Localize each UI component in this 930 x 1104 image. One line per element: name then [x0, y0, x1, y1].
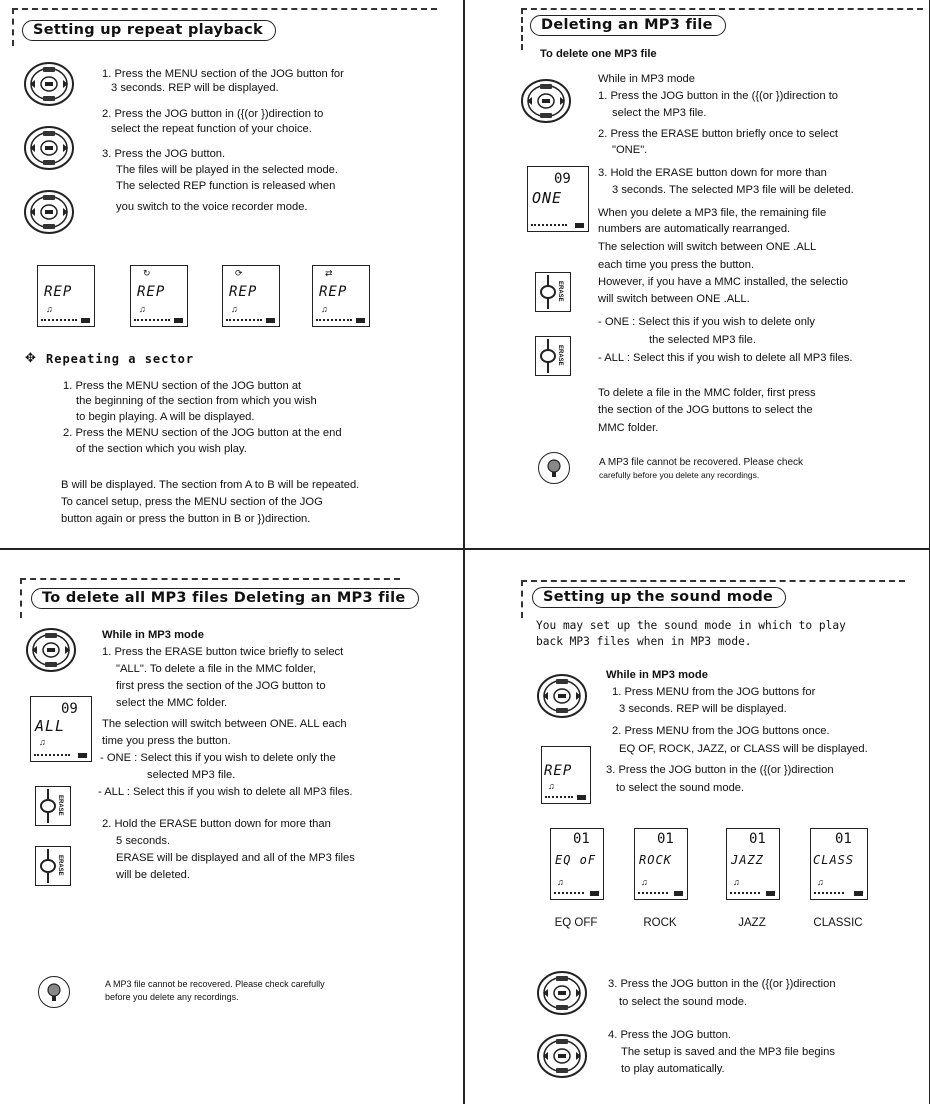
lcd-display: [130, 265, 188, 327]
lcd-icon: ♫: [733, 877, 740, 887]
mode-caption: JAZZ: [738, 917, 766, 929]
step-line: 5 seconds.: [116, 835, 171, 847]
section-side-rule: [521, 8, 523, 50]
note-line: carefully before you delete any recordings.: [599, 470, 760, 480]
step-line: time you press the button.: [102, 735, 231, 747]
lcd-number: 01: [835, 831, 852, 847]
step-line: 1. Press the ERASE button twice briefly to select: [102, 646, 344, 658]
lcd-number: 09: [554, 171, 571, 187]
sector-line: 1. Press the MENU section of the JOG button at: [63, 380, 302, 392]
step-line: The selection will switch between ONE. ALL each: [102, 718, 347, 730]
step-line: "ALL". To delete a file in the MMC folder,: [116, 663, 316, 675]
step-line: 2. Press the JOG button in ({(or })direction to: [102, 108, 324, 120]
lcd-number: 01: [749, 831, 766, 847]
erase-label: ERASE: [557, 281, 563, 302]
lcd-text: REP: [44, 284, 73, 300]
jog-button-icon: [24, 190, 76, 236]
mode-caption: CLASSIC: [813, 917, 863, 929]
erase-button-icon: [535, 336, 571, 376]
step-line: 2. Press MENU from the JOG buttons once.: [612, 725, 830, 737]
jog-button-icon: [537, 674, 589, 720]
step-line: To delete a file in the MMC folder, first press: [598, 387, 816, 399]
step-line: - ONE : Select this if you wish to delete only the: [100, 752, 336, 764]
jog-button-icon: [537, 1034, 589, 1080]
sector-line: To cancel setup, press the MENU section of the JOG: [61, 496, 323, 508]
section-title: Deleting an MP3 file: [530, 15, 726, 36]
step-line: While in MP3 mode: [606, 669, 708, 681]
lcd-icon: ♫: [557, 877, 564, 887]
lcd-text: ONE: [532, 189, 563, 207]
step-line: While in MP3 mode: [102, 629, 204, 641]
step-line: ERASE will be displayed and all of the MP3 files: [116, 852, 355, 864]
lcd-number: 09: [61, 701, 78, 717]
lcd-display: [37, 265, 95, 327]
step-line: to select the sound mode.: [616, 782, 745, 794]
section-title: To delete all MP3 files Deleting an MP3 file: [31, 588, 419, 609]
lcd-text: REP: [544, 763, 573, 779]
step-line: 3 seconds. The selected MP3 file will be deleted.: [612, 184, 854, 196]
step-line: select the MP3 file.: [612, 107, 707, 119]
step-line: The setup is saved and the MP3 file begins: [621, 1046, 835, 1058]
section-top-rule: [521, 580, 905, 582]
erase-label: ERASE: [557, 345, 563, 366]
lcd-text: ALL: [35, 717, 66, 735]
step-line: When you delete a MP3 file, the remaining file: [598, 207, 827, 219]
lcd-display: [634, 828, 688, 900]
section-top-rule: [12, 8, 437, 10]
step-line: The files will be played in the selected mode.: [116, 164, 339, 176]
step-line: EQ OF, ROCK, JAZZ, or CLASS will be displayed.: [619, 743, 868, 755]
jog-button-icon: [24, 126, 76, 172]
step-line: 3 seconds. REP will be displayed.: [619, 703, 787, 715]
lcd-text: REP: [229, 284, 258, 300]
step-line: you switch to the voice recorder mode.: [116, 201, 308, 213]
jog-button-icon: [537, 971, 589, 1017]
sector-line: the beginning of the section from which you wish: [76, 395, 317, 407]
lcd-text: REP: [319, 284, 348, 300]
lcd-display: [30, 696, 92, 762]
note-icon: [38, 976, 70, 1008]
lcd-icon: ♫: [46, 304, 53, 314]
step-line: to play automatically.: [621, 1063, 725, 1075]
note-line: before you delete any recordings.: [105, 992, 239, 1002]
erase-label: ERASE: [57, 855, 63, 876]
step-line: select the repeat function of your choice.: [111, 123, 312, 135]
lcd-text: CLASS: [813, 853, 855, 867]
step-line: 1. Press MENU from the JOG buttons for: [612, 686, 816, 698]
section-side-rule: [12, 8, 14, 46]
repeat-one-icon: ↻: [143, 268, 151, 278]
lcd-icon: ♫: [817, 877, 824, 887]
subsection-title: Repeating a sector: [46, 352, 195, 366]
erase-label: ERASE: [57, 795, 63, 816]
repeat-all-icon: ⟳: [235, 268, 243, 278]
erase-button-icon: [35, 846, 71, 886]
step-line: 2. Hold the ERASE button down for more than: [102, 818, 331, 830]
section-title: Setting up the sound mode: [532, 587, 786, 608]
step-line: "ONE".: [612, 144, 648, 156]
lcd-text: JAZZ: [731, 853, 764, 867]
lcd-icon: ♫: [321, 304, 328, 314]
step-line: - ALL : Select this if you wish to delete all MP3 files.: [98, 786, 353, 798]
step-line: 1. Press the JOG button in the ({(or })direction to: [598, 90, 839, 102]
step-line: to select the sound mode.: [619, 996, 748, 1008]
section-repeat-playback: [0, 0, 462, 547]
sector-line: 2. Press the MENU section of the JOG button at the end: [63, 427, 342, 439]
section-sound-mode: [465, 550, 929, 1104]
step-line: 3 seconds. REP will be displayed.: [111, 82, 279, 94]
lcd-text: REP: [137, 284, 166, 300]
step-line: the section of the JOG buttons to select the: [598, 404, 813, 416]
step-line: However, if you have a MMC installed, the selectio: [598, 276, 848, 288]
step-line: 3. Hold the ERASE button down for more than: [598, 167, 827, 179]
note-icon: [538, 452, 570, 484]
intro-line: You may set up the sound mode in which to play: [536, 619, 846, 632]
section-side-rule: [20, 578, 22, 618]
lcd-text: ROCK: [639, 853, 672, 867]
section-title: Setting up repeat playback: [22, 20, 276, 41]
shuffle-icon: ⇄: [325, 268, 333, 278]
step-line: While in MP3 mode: [598, 73, 695, 85]
step-line: will be deleted.: [116, 869, 191, 881]
jog-button-icon: [24, 62, 76, 108]
step-line: numbers are automatically rearranged.: [598, 223, 791, 235]
sector-line: of the section which you wish play.: [76, 443, 247, 455]
step-line: selected MP3 file.: [147, 769, 236, 781]
lcd-display: [726, 828, 780, 900]
lcd-display: [527, 166, 589, 232]
jog-button-icon: [26, 628, 78, 674]
lcd-display: [312, 265, 370, 327]
lcd-icon: ♫: [139, 304, 146, 314]
lcd-display: [222, 265, 280, 327]
erase-button-icon: [535, 272, 571, 312]
step-line: - ALL : Select this if you wish to delete all MP3 files.: [598, 352, 853, 364]
intro-line: back MP3 files when in MP3 mode.: [536, 635, 752, 648]
lcd-number: 01: [657, 831, 674, 847]
step-line: the selected MP3 file.: [649, 334, 756, 346]
step-line: each time you press the button.: [598, 259, 755, 271]
lcd-text: EQ oF: [555, 853, 597, 867]
section-top-rule: [20, 578, 400, 580]
step-line: 3. Press the JOG button.: [102, 148, 226, 160]
step-line: 4. Press the JOG button.: [608, 1029, 732, 1041]
section-delete-one: [465, 0, 929, 547]
sector-line: to begin playing. A will be displayed.: [76, 411, 255, 423]
section-side-rule: [521, 580, 523, 618]
sector-line: B will be displayed. The section from A to B will be repeated.: [61, 479, 360, 491]
jog-button-icon: [521, 79, 573, 125]
step-line: will switch between ONE .ALL.: [598, 293, 750, 305]
step-line: first press the section of the JOG button to: [116, 680, 326, 692]
mode-caption: ROCK: [643, 917, 677, 929]
step-line: 3. Press the JOG button in the ({(or })direction: [606, 764, 834, 776]
lcd-icon: ♫: [548, 781, 555, 791]
step-line: 2. Press the ERASE button briefly once to select: [598, 128, 839, 140]
step-line: 1. Press the MENU section of the JOG button for: [102, 68, 344, 80]
step-line: MMC folder.: [598, 422, 659, 434]
step-line: select the MMC folder.: [116, 697, 228, 709]
lcd-number: 01: [573, 831, 590, 847]
step-line: - ONE : Select this if you wish to delete only: [598, 316, 816, 328]
lcd-icon: ♫: [641, 877, 648, 887]
erase-button-icon: [35, 786, 71, 826]
mode-caption: EQ OFF: [554, 917, 598, 929]
lcd-display: [541, 746, 591, 804]
step-line: The selection will switch between ONE .ALL: [598, 241, 817, 253]
section-top-rule: [521, 8, 923, 10]
section-delete-all: [0, 550, 462, 1104]
note-line: A MP3 file cannot be recovered. Please check carefully: [105, 979, 325, 989]
step-line: The selected REP function is released when: [116, 180, 336, 192]
lcd-icon: ♫: [39, 737, 46, 747]
lcd-icon: ♫: [231, 304, 238, 314]
sector-line: button again or press the button in B or })direction.: [61, 513, 311, 525]
step-line: 3. Press the JOG button in the ({(or })direction: [608, 978, 836, 990]
subtitle: To delete one MP3 file: [540, 48, 657, 60]
bullet-icon: ✥: [25, 350, 36, 365]
lcd-display: [810, 828, 868, 900]
lcd-display: [550, 828, 604, 900]
note-line: A MP3 file cannot be recovered. Please check: [599, 457, 804, 468]
